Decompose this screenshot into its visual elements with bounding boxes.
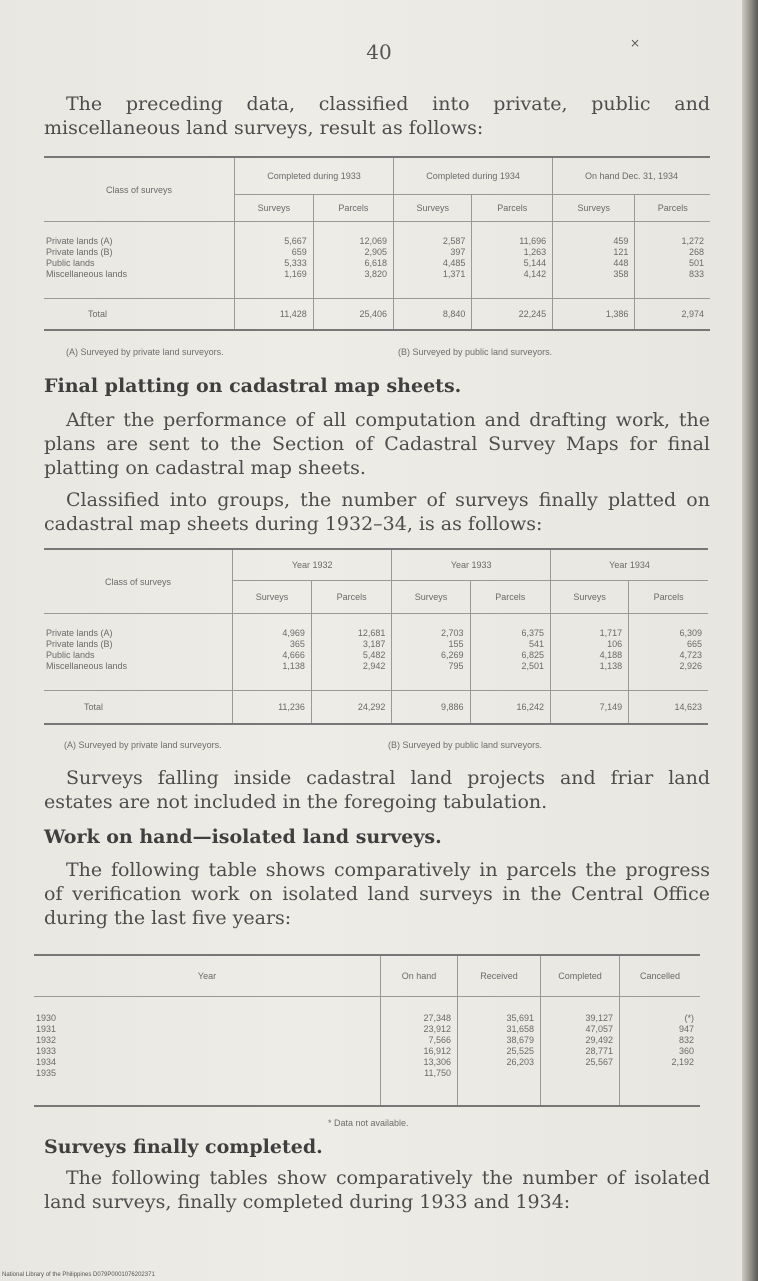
table1-cell: 11,696 [519,236,547,246]
table3-cell: 947 [678,1024,694,1034]
table2-cell: 4,969 [282,628,305,638]
table1-row-label: Public lands [46,258,95,268]
table3-year: 1933 [36,1046,57,1056]
table2-total: 16,242 [470,691,550,725]
table1-total: 2,974 [635,299,710,331]
table2-sub-surveys: Surveys [551,581,629,614]
table2-cell: 6,825 [521,650,545,660]
table3-cell: 832 [678,1035,694,1045]
table3-cell: 13,306 [423,1057,451,1067]
table1-cell: 358 [613,269,629,279]
table2-group-1934: Year 1934 [551,549,708,581]
table1-total-label: Total [88,308,108,319]
paragraph-classified: Classified into groups, the number of surveys finally platted on cadastral map sheets during 1932–34, is as follows: [44,489,710,535]
table3-cell: 16,912 [423,1046,451,1056]
table1-cell: 5,144 [523,258,547,268]
table1-total: 22,245 [472,299,553,331]
table1-cell: 268 [688,247,704,257]
table2-cell: 6,309 [679,628,702,638]
table3-year: 1931 [36,1024,57,1034]
table3-cell: 7,566 [428,1035,451,1045]
table3-cell: 31,658 [506,1024,534,1034]
page-edge [742,0,758,1281]
table1-col [635,222,710,299]
table1-cell: 5,333 [284,258,307,268]
table2-sub-surveys: Surveys [233,581,312,614]
table1-sub-parcels: Parcels [472,195,553,222]
table3-year: 1935 [36,1068,57,1078]
table-verification [34,954,700,1107]
table3-cell: 360 [678,1046,694,1056]
table2-cell: 6,269 [441,650,464,660]
table1-row-labels [44,222,235,299]
table2-sub-parcels: Parcels [629,581,708,614]
table2-cell: 6,375 [521,628,545,638]
table-platting [44,548,708,725]
table2-class-header: Class of surveys [44,549,233,614]
table1-cell: 3,820 [364,269,388,279]
table3-year: 1932 [36,1035,57,1045]
table3-col-onhand [381,997,458,1107]
table2-cell: 1,717 [599,628,623,638]
table2-total: 9,886 [392,691,470,725]
table1-note-b: (B) Surveyed by public land surveyors. [398,347,553,357]
table3-cell: 38,679 [506,1035,534,1045]
table2-cell: 795 [448,661,464,671]
paragraph-exclusion: Surveys falling inside cadastral land projects and friar land estates are not included in the foregoing tabulation. [44,767,710,813]
table-land-surveys [44,156,710,331]
table2-group-1932: Year 1932 [233,549,392,581]
table1-cell: 1,263 [523,247,547,257]
heading-final-platting: Final platting on cadastral map sheets. [44,375,462,397]
table1-sub-surveys: Surveys [235,195,314,222]
table1-col [235,222,314,299]
table1-sub-surveys: Surveys [394,195,472,222]
table3-header-completed: Completed [541,955,620,997]
table3-col-received [458,997,541,1107]
table1-cell: 1,169 [284,269,307,279]
table1-cell: 2,587 [442,236,466,246]
table3-cell: 47,057 [585,1024,613,1034]
margin-mark: × [630,36,641,50]
table2-cell: 541 [528,639,545,649]
table2-row-label: Private lands (B) [46,639,113,649]
table1-cell: 833 [688,269,704,279]
table1-class-header: Class of surveys [44,157,235,222]
table3-cell: 25,567 [585,1057,613,1067]
paragraph-work-on-hand: The following table shows comparatively in parcels the progress of verification work on isolated land surveys in the Central Office during the last five years: [44,859,710,929]
table3-cell: 35,691 [506,1013,534,1023]
table2-note-b: (B) Surveyed by public land surveyors. [388,740,543,750]
table3-cell: 28,771 [585,1046,613,1056]
table1-group-1933: Completed during 1933 [235,157,394,195]
table2-col [629,614,708,691]
table1-cell: 1,371 [442,269,466,279]
table3-header-received: Received [458,955,541,997]
table1-cell: 448 [613,258,629,268]
table1-cell: 4,142 [523,269,547,279]
table1-row-label: Private lands (A) [46,236,113,246]
table2-col [311,614,391,691]
table3-cell: 39,127 [585,1013,613,1023]
table1-cell: 501 [688,258,704,268]
table1-cell: 397 [450,247,466,257]
table3-cell: 27,348 [423,1013,451,1023]
table3-cell: (*) [684,1013,694,1023]
table1-sub-parcels: Parcels [635,195,710,222]
table1-cell: 1,272 [681,236,704,246]
table2-cell: 4,723 [679,650,702,660]
table1-row-label: Private lands (B) [46,247,113,257]
table1-sub-parcels: Parcels [313,195,393,222]
table2-cell: 155 [448,639,464,649]
table2-cell: 5,482 [362,650,386,660]
table1-cell: 121 [613,247,629,257]
table2-sub-parcels: Parcels [470,581,550,614]
table2-sub-parcels: Parcels [311,581,391,614]
table3-cell: 26,203 [506,1057,534,1067]
table1-total: 1,386 [553,299,635,331]
table3-cell: 11,750 [424,1068,451,1078]
table1-col [472,222,553,299]
table2-row-label: Miscellaneous lands [46,661,128,671]
table3-cell: 23,912 [423,1024,451,1034]
intro-paragraph: The preceding data, classified into private, public and miscellaneous land surveys, result as follows: [44,93,710,139]
table3-year: 1930 [36,1013,57,1023]
table2-cell: 3,187 [362,639,386,649]
table1-total: 8,840 [394,299,472,331]
table1-row-label: Miscellaneous lands [46,269,128,279]
table2-note-a: (A) Surveyed by private land surveyors. [64,740,222,750]
table2-row-labels [44,614,233,691]
table2-total: 7,149 [551,691,629,725]
table3-header-onhand: On hand [381,955,458,997]
table1-cell: 2,905 [364,247,388,257]
table2-cell: 4,188 [599,650,623,660]
table2-cell: 106 [607,639,623,649]
table1-sub-surveys: Surveys [553,195,635,222]
table3-col-completed [541,997,620,1107]
table2-col [551,614,629,691]
table2-cell: 2,926 [679,661,702,671]
table3-header-cancelled: Cancelled [620,955,701,997]
table3-header-year: Year [34,955,381,997]
table2-cell: 2,942 [362,661,386,671]
table1-col [313,222,393,299]
table3-year: 1934 [36,1057,57,1067]
heading-surveys-completed: Surveys finally completed. [44,1136,323,1158]
table1-cell: 459 [613,236,629,246]
table2-total-label: Total [84,701,104,712]
table2-col [470,614,550,691]
table2-total: 14,623 [629,691,708,725]
table2-row-label: Public lands [46,650,95,660]
table3-cell: 25,525 [506,1046,534,1056]
table2-total: 24,292 [311,691,391,725]
table2-row-label: Private lands (A) [46,628,113,638]
page-number: 40 [366,40,392,64]
table1-note-a: (A) Surveyed by private land surveyors. [66,347,224,357]
table2-sub-surveys: Surveys [392,581,470,614]
heading-work-on-hand: Work on hand—isolated land surveys. [44,826,442,848]
table3-col-cancelled [620,997,701,1107]
table1-total: 11,428 [235,299,314,331]
table1-cell: 659 [291,247,307,257]
paragraph-surveys-completed: The following tables show comparatively the number of isolated land surveys, finally completed during 1933 and 1934: [44,1167,710,1213]
table2-cell: 4,666 [282,650,305,660]
table3-note: * Data not available. [328,1118,409,1128]
table1-cell: 4,485 [442,258,466,268]
table3-years [34,997,381,1107]
table2-cell: 12,681 [357,628,386,638]
table1-col [553,222,635,299]
table1-cell: 6,618 [364,258,388,268]
table2-cell: 1,138 [282,661,305,671]
table2-cell: 665 [686,639,702,649]
table3-cell: 2,192 [671,1057,694,1067]
table3-cell: 29,492 [585,1035,613,1045]
table2-cell: 1,138 [599,661,623,671]
table2-col [392,614,470,691]
table2-group-1933: Year 1933 [392,549,551,581]
table1-col [394,222,472,299]
table2-cell: 2,703 [441,628,464,638]
paragraph-final-platting: After the performance of all computation and drafting work, the plans are sent to the Section of Cadastral Survey Maps for final platting on cadastral map sheets. [44,409,710,479]
table2-cell: 2,501 [521,661,545,671]
table1-cell: 12,069 [359,236,388,246]
table1-cell: 5,667 [284,236,307,246]
table1-group-onhand: On hand Dec. 31, 1934 [553,157,710,195]
table2-cell: 365 [289,639,305,649]
footer-credit: National Library of the Philippines D079P0001076202371 [2,1272,155,1278]
table2-total: 11,236 [233,691,312,725]
table2-col [233,614,312,691]
table1-total: 25,406 [313,299,393,331]
table1-group-1934: Completed during 1934 [394,157,553,195]
